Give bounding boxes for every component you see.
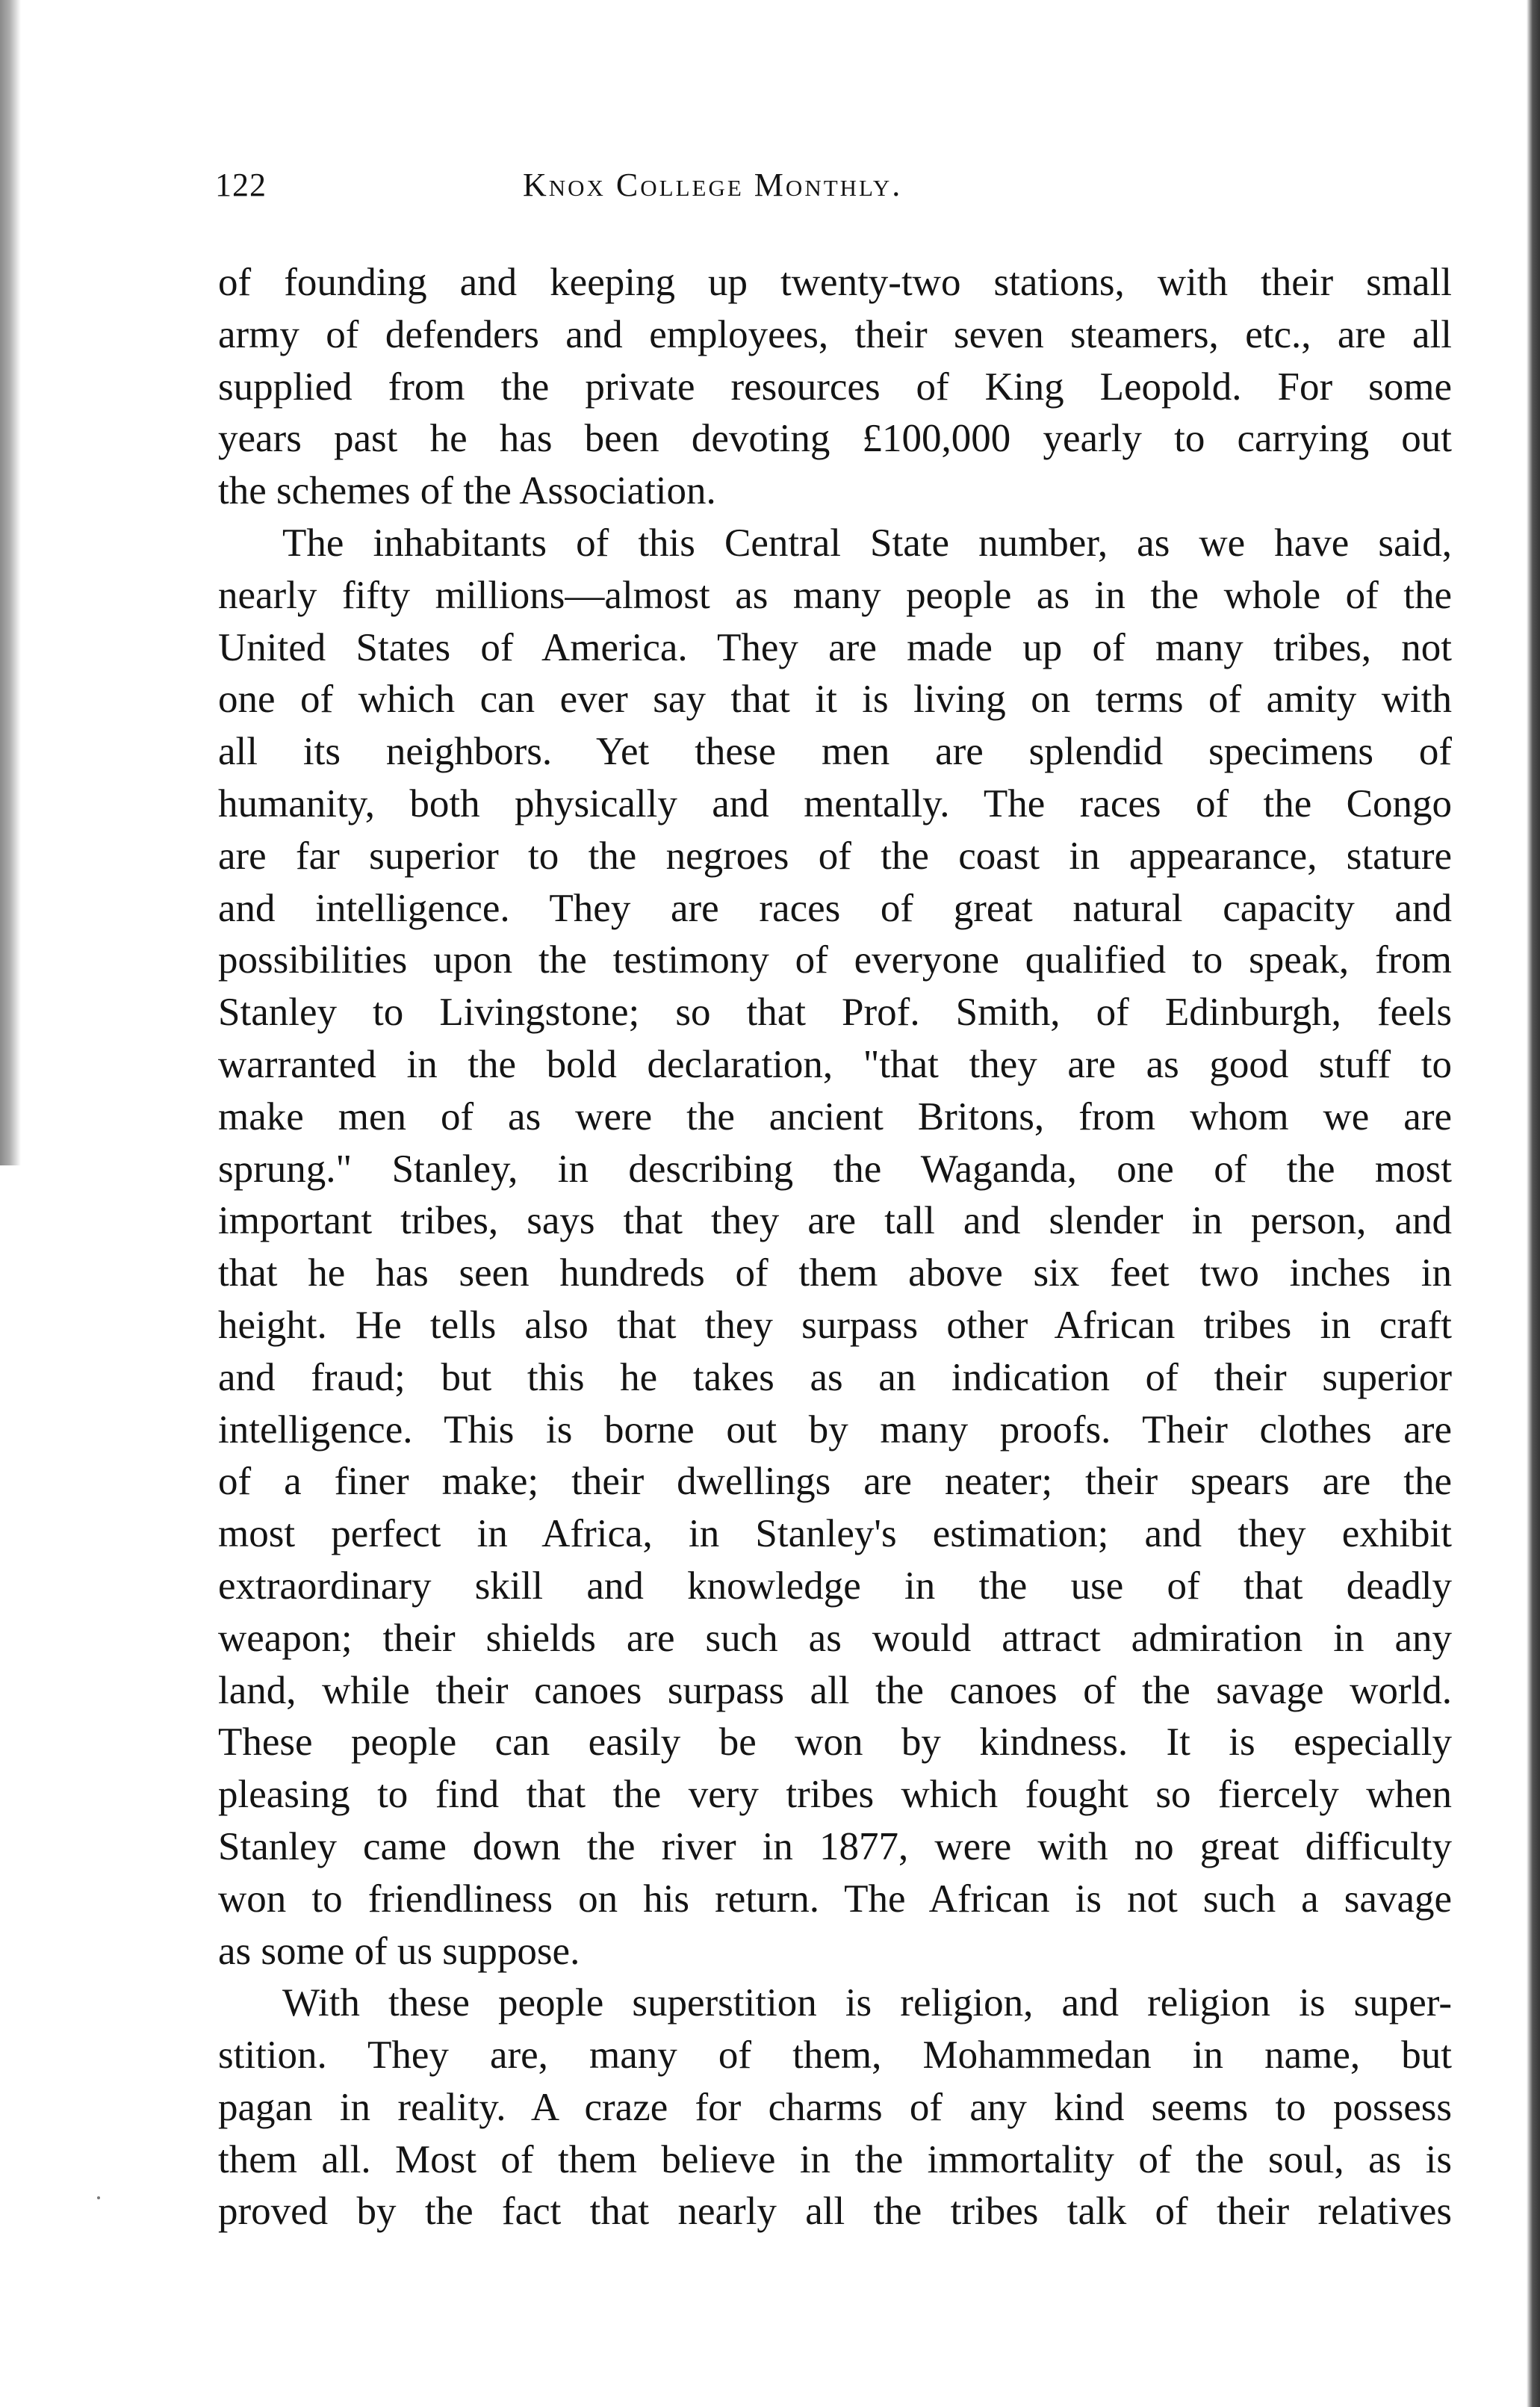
text-line: all its neighbors. Yet these men are splendid specimens of — [218, 730, 1452, 774]
text-line: extraordinary skill and knowledge in the use of that deadly — [218, 1564, 1452, 1608]
text-line: pagan in reality. A craze for charms of any kind seems to possess — [218, 2085, 1452, 2129]
text-line: land, while their canoes surpass all the canoes of the savage world. — [218, 1668, 1452, 1712]
text-line: the schemes of the Association. — [218, 469, 716, 513]
page-edge-shadow — [1527, 0, 1540, 2407]
text-line: and intelligence. They are races of great natural capacity and — [218, 886, 1452, 930]
text-line: The inhabitants of this Central State number, as we have said, — [282, 521, 1452, 565]
text-line: humanity, both physically and mentally. The races of the Congo — [218, 781, 1452, 825]
text-line: nearly fifty millions—almost as many people as in the whole of the — [218, 573, 1452, 617]
text-line: one of which can ever say that it is living on terms of amity with — [218, 678, 1452, 722]
text-line: of founding and keeping up twenty-two stations, with their small — [218, 261, 1452, 304]
running-title: Knox College Monthly. — [523, 167, 903, 203]
paragraph — [218, 518, 1452, 1977]
text-line: years past he has been devoting £100,000 yearly to carrying out — [218, 417, 1452, 461]
paragraph — [218, 1977, 1452, 2238]
text-line: weapon; their shields are such as would attract admiration in any — [218, 1616, 1452, 1660]
text-line: and fraud; but this he takes as an indication of their superior — [218, 1355, 1452, 1399]
text-line: possibilities upon the testimony of everyone qualified to speak, from — [218, 938, 1452, 982]
paragraph — [218, 257, 1452, 518]
text-line: make men of as were the ancient Britons, from whom we are — [218, 1094, 1452, 1139]
text-line: most perfect in Africa, in Stanley's estimation; and they exhibit — [218, 1512, 1452, 1556]
text-line: pleasing to find that the very tribes which fought so fiercely when — [218, 1773, 1452, 1817]
running-head — [0, 166, 1540, 218]
text-line: Stanley came down the river in 1877, were with no great difficulty — [218, 1824, 1452, 1868]
text-line: of a finer make; their dwellings are neater; their spears are the — [218, 1460, 1452, 1504]
text-line: warranted in the bold declaration, "that they are as good stuff to — [218, 1042, 1452, 1086]
text-line: proved by the fact that nearly all the tribes talk of their relatives — [218, 2190, 1452, 2234]
text-line: height. He tells also that they surpass other African tribes in craft — [218, 1303, 1452, 1347]
text-line: that he has seen hundreds of them above six feet two inches in — [218, 1251, 1452, 1295]
text-line: won to friendliness on his return. The African is not such a savage — [218, 1877, 1452, 1921]
text-line: stition. They are, many of them, Mohammedan in name, but — [218, 2033, 1452, 2078]
text-line: These people can easily be won by kindness. It is especially — [218, 1720, 1452, 1765]
text-line: With these people superstition is religion, and religion is super- — [282, 1981, 1452, 2025]
body-text — [218, 257, 1452, 2238]
text-line: intelligence. This is borne out by many proofs. Their clothes are — [218, 1407, 1452, 1452]
text-line: United States of America. They are made up of many tribes, not — [218, 625, 1452, 669]
text-line: them all. Most of them believe in the immortality of the soul, as is — [218, 2137, 1452, 2181]
text-line: sprung." Stanley, in describing the Waganda, one of the most — [218, 1147, 1452, 1191]
page-number: 122 — [215, 167, 267, 203]
text-line: supplied from the private resources of King Leopold. For some — [218, 365, 1452, 409]
text-line: are far superior to the negroes of the coast in appearance, stature — [218, 834, 1452, 878]
text-line: army of defenders and employees, their seven steamers, etc., are all — [218, 312, 1452, 356]
text-line: as some of us suppose. — [218, 1929, 580, 1973]
scan-speck — [97, 2196, 100, 2199]
text-line: important tribes, says that they are tall and slender in person, and — [218, 1199, 1452, 1243]
text-line: Stanley to Livingstone; so that Prof. Smith, of Edinburgh, feels — [218, 991, 1452, 1035]
